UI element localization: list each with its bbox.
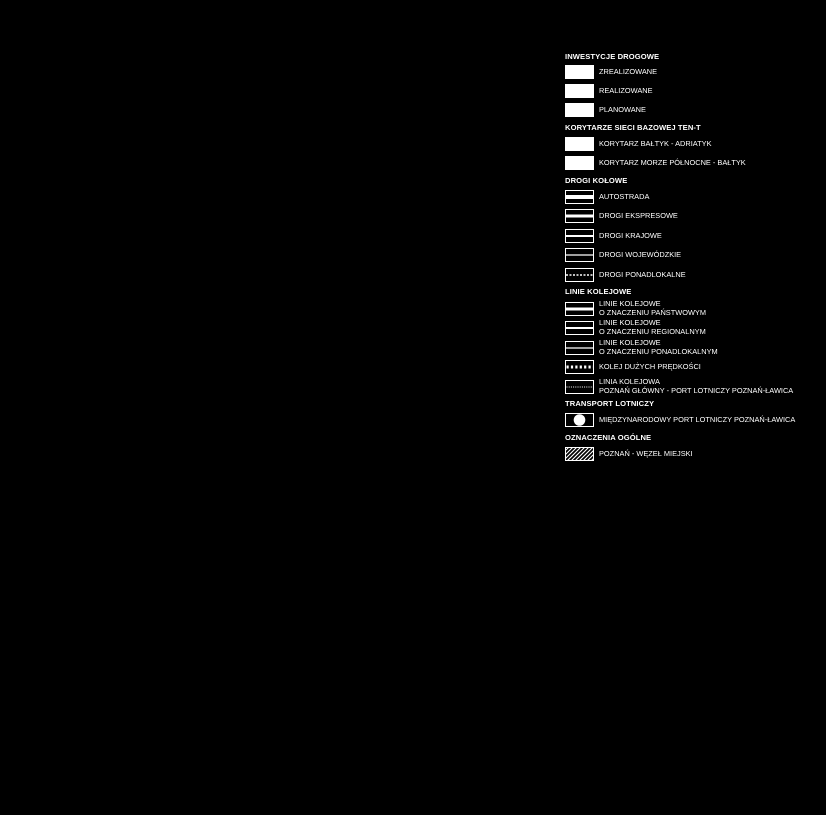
legend-item-high-speed-rail: [565, 360, 815, 374]
legend-item-national-roads: [565, 229, 815, 243]
legend-header-rail: LINIE KOLEJOWE: [565, 287, 632, 296]
legend-label-line: LINIA KOLEJOWA: [599, 377, 660, 386]
legend-item-north-sea-baltic: [565, 156, 815, 170]
in-progress-swatch-icon: [565, 84, 594, 98]
legend-item-airport-rail: [565, 377, 815, 395]
supralocal-rail-line-icon: [565, 341, 594, 355]
legend-item-rail-supralocal: [565, 338, 815, 356]
legend-item-motorway: [565, 190, 815, 204]
legend-label: DROGI PONADLOKALNE: [599, 270, 686, 279]
legend-item-baltic-adriatic: [565, 137, 815, 151]
legend-label: ZREALIZOWANE: [599, 67, 658, 76]
legend-label-line: POZNAŃ GŁÓWNY - PORT LOTNICZY POZNAŃ-ŁAWICA: [599, 385, 794, 395]
legend-item-expressway: [565, 209, 815, 223]
motorway-line-icon: [565, 190, 594, 204]
airport-rail-dotted-icon: [565, 380, 594, 394]
corridor-swatch-icon: [565, 156, 594, 170]
regional-rail-line-icon: [565, 321, 594, 335]
legend-item-airport: [565, 413, 815, 427]
legend-item-urban-node: [565, 447, 815, 461]
legend-header-air: TRANSPORT LOTNICZY: [565, 399, 655, 408]
legend-header-road-investments: INWESTYCJE DROGOWE: [565, 52, 660, 61]
legend-label-line: LINIE KOLEJOWE: [599, 338, 661, 347]
voivodeship-road-line-icon: [565, 248, 594, 262]
legend-item-in-progress: [565, 84, 815, 98]
legend-label: [599, 300, 706, 317]
legend-label: DROGI WOJEWÓDZKIE: [599, 250, 682, 259]
urban-node-hatch-icon: [565, 447, 594, 461]
expressway-line-icon: [565, 209, 594, 223]
legend-label: MIĘDZYNARODOWY PORT LOTNICZY POZNAŃ-ŁAWICA: [599, 415, 796, 424]
legend-label: DROGI EKSPRESOWE: [599, 211, 678, 220]
state-rail-line-icon: [565, 302, 594, 316]
legend-label: POZNAŃ - WĘZEŁ MIEJSKI: [599, 449, 693, 458]
legend-label-line: O ZNACZENIU PAŃSTWOWYM: [599, 307, 707, 317]
legend-label: PLANOWANE: [599, 105, 646, 114]
legend-label: [599, 319, 706, 336]
legend-item-rail-regional: [565, 318, 815, 336]
legend-label: AUTOSTRADA: [599, 192, 650, 201]
legend-label: KOLEJ DUŻYCH PRĘDKOŚCI: [599, 362, 701, 371]
legend-header-roads: DROGI KOŁOWE: [565, 176, 628, 185]
legend-item-completed: [565, 65, 815, 79]
legend-label: [599, 378, 793, 395]
legend-label: KORYTARZ MORZE PÓŁNOCNE - BAŁTYK: [599, 158, 746, 167]
planned-swatch-icon: [565, 103, 594, 117]
legend-item-supralocal-roads: [565, 268, 815, 282]
legend-label: KORYTARZ BAŁTYK - ADRIATYK: [599, 139, 712, 148]
legend-item-planned: [565, 103, 815, 117]
national-road-line-icon: [565, 229, 594, 243]
legend-header-ten-t: KORYTARZE SIECI BAZOWEJ TEN-T: [565, 123, 701, 132]
legend-label-line: O ZNACZENIU REGIONALNYM: [599, 326, 706, 336]
high-speed-rail-dotted-icon: [565, 360, 594, 374]
legend-label: DROGI KRAJOWE: [599, 231, 662, 240]
legend-item-voivodeship-roads: [565, 248, 815, 262]
legend-label: [599, 339, 718, 356]
legend-label: REALIZOWANE: [599, 86, 653, 95]
legend-label-line: LINIE KOLEJOWE: [599, 318, 661, 327]
legend-label-line: LINIE KOLEJOWE: [599, 299, 661, 308]
corridor-swatch-icon: [565, 137, 594, 151]
legend-item-rail-state: [565, 299, 815, 317]
airport-circle-icon: [565, 413, 594, 427]
legend-header-general: OZNACZENIA OGÓLNE: [565, 433, 652, 442]
legend-label-line: O ZNACZENIU PONADLOKALNYM: [599, 346, 718, 356]
supralocal-road-dashed-icon: [565, 268, 594, 282]
completed-swatch-icon: [565, 65, 594, 79]
